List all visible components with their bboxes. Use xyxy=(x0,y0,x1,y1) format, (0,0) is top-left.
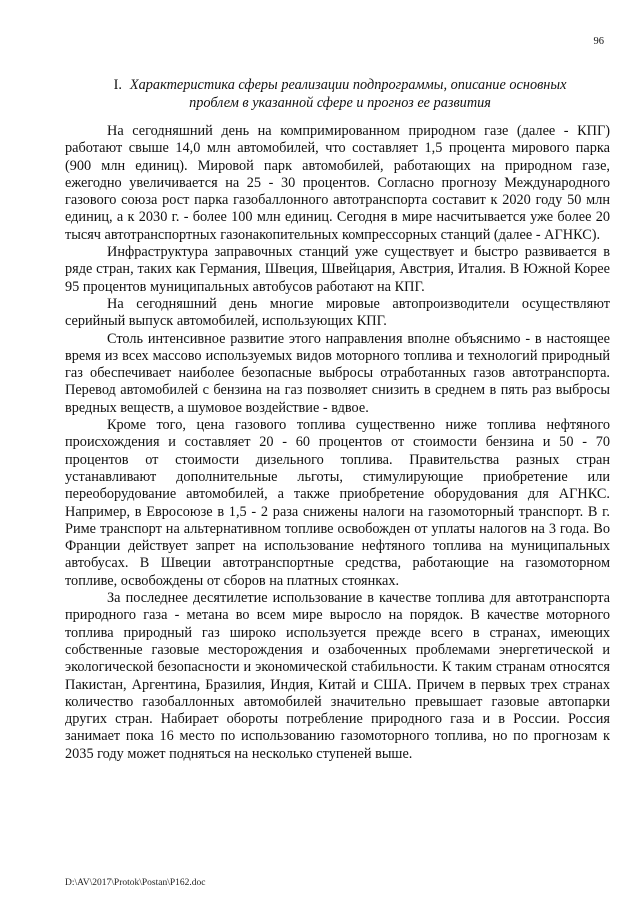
section-heading xyxy=(90,76,590,112)
page-number: 96 xyxy=(593,36,604,47)
paragraph-emissions: Столь интенсивное развитие этого направления вполне объяснимо - в настоящее время из всех массово используемых видов моторного топлива и технологий природный газ обеспечивает наиболее безопасные выбросы отработанных газов автотранспорта. Перевод автомобилей с бензина на газ позволяет снизить в среднем в пять раз выбросы вредных веществ, а шумовое воздействие - вдвое. xyxy=(65,330,610,416)
paragraph-manufacturers: На сегодняшний день многие мировые автопроизводители осуществляют серийный выпуск автомобилей, использующих КПГ. xyxy=(65,295,610,330)
footer-file-path: D:\AV\2017\Protok\Postan\P162.doc xyxy=(65,878,206,888)
section-title: Характеристика сферы реализации подпрограммы, описание основных проблем в указанной сфере и прогноз ее развития xyxy=(129,77,567,111)
paragraph-cng-fleet: На сегодняшний день на компримированном природном газе (далее - КПГ) работают свыше 14,0 млн автомобилей, что составляет 1,5 процента мирового парка (900 млн единиц). Мировой парк автомобилей, работающих на природном газе, ежегодно увеличивается на 25 - 30 процентов. Согласно прогнозу Международного газового союза рост парка газобаллонного автотранспорта составит к 2020 году 50 млн единиц, а к 2030 г. - более 100 млн единиц. Сегодня в мире насчитывается уже более 20 тысяч автотранспортных газонакопительных компрессорных станций (далее - АГНКС). xyxy=(65,123,610,243)
paragraph-fuel-price: Кроме того, цена газового топлива существенно ниже топлива нефтяного происхождения и составляет 20 - 60 процентов от стоимости бензина и 50 - 70 процентов от стоимости дизельного топлива. Правительства разных стран устанавливают дополнительные льготы, стимулирующие приобретение или переоборудование автомобилей, а также приобретение оборудования для АГНКС. Например, в Евросоюзе в 1,5 - 2 раза снижены налоги на газомоторный транспорт. В г. Риме транспорт на альтернативном топливе освобожден от уплаты налогов на 3 года. Во Франции действует запрет на использование нефтяного топлива на муниципальных автобусах. В Швеции автотранспортные средства, работающие на газомоторном топливе, освобождены от сборов на платных стоянках. xyxy=(65,417,610,589)
paragraph-methane-growth: За последнее десятилетие использование в качестве топлива для автотранспорта природного газа - метана во всем мире выросло на порядок. В качестве моторного топлива природный газ широко используется прежде всего в странах, имеющих собственные газовые месторождения и озабоченных проблемами энергетической и экологической безопасности и экономической стабильности. К таким странам относятся Пакистан, Аргентина, Бразилия, Индия, Китай и США. Причем в первых трех странах количество газобаллонных автомобилей значительно превышает газовые автопарки других стран. Набирает обороты потребление природного газа и в России. Россия занимает пока 16 место по использованию газомоторного топлива, но по прогнозам к 2035 году может подняться на несколько ступеней выше. xyxy=(65,590,610,762)
paragraph-infrastructure: Инфраструктура заправочных станций уже существует и быстро развивается в ряде стран, таких как Германия, Швеция, Швейцария, Австрия, Италия. В Южной Корее 95 процентов муниципальных автобусов работают на КПГ. xyxy=(65,244,610,295)
body-text xyxy=(65,123,610,763)
section-number: I. xyxy=(113,77,122,93)
